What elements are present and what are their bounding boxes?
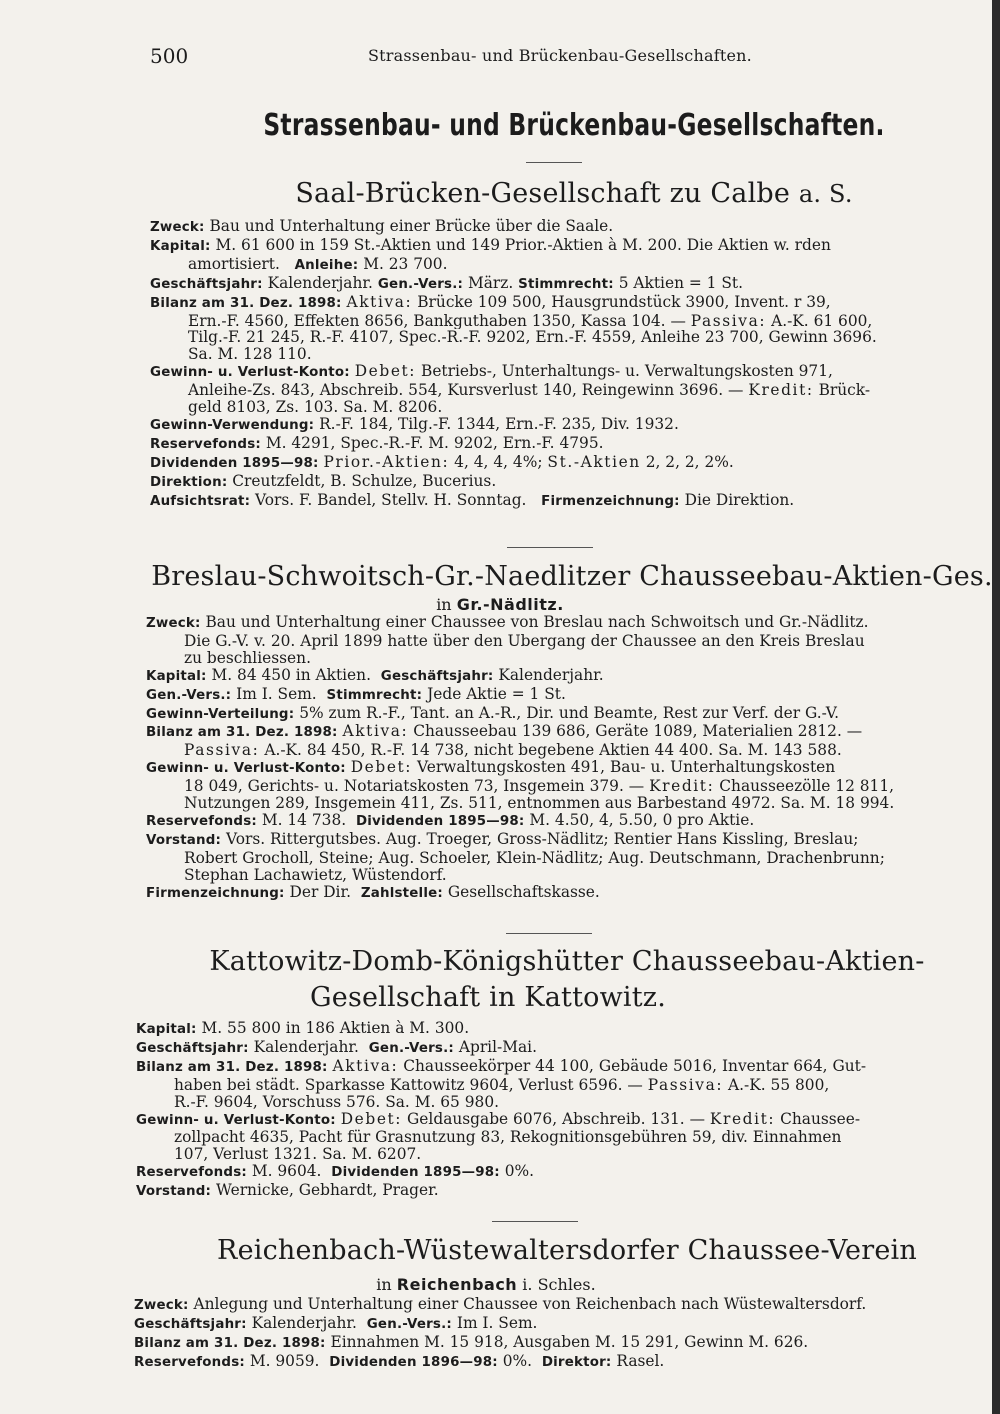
entry-key: Gewinn-Verwendung: [150,417,315,433]
entry-line [146,667,978,686]
entry-key: Zweck: [146,616,201,631]
main-title: Strassenbau- und Brückenbau-Gesellschaften. [263,108,885,143]
entry-spaced: St.-Aktien [547,453,641,471]
entry-spaced: Aktiva: [332,1057,399,1075]
section-body-reichenbach [134,1296,978,1372]
entry-key: Zweck: [134,1298,189,1313]
entry-text: M. 14 738. [261,811,347,829]
divider [492,1221,578,1222]
entry-line [134,1334,978,1353]
divider [506,933,592,934]
entry-line [136,1163,978,1182]
entry-key: Gewinn- u. Verlust-Konto: [150,365,350,381]
entry-key: Geschäftsjahr: [134,1316,247,1332]
entry-text: Im I. Sem. [236,685,317,703]
entry-key: Stimmrecht: [326,687,423,703]
entry-text: geld 8103, Zs. 103. Sa. M. 8206. [188,399,443,416]
entry-spaced: Kredit: [748,382,814,400]
entry-spaced: Passiva: [184,742,260,760]
entry-line [136,1182,978,1201]
entry-line [146,831,978,850]
entry-text: Sa. M. 128 110. [188,346,312,364]
entry-key: Aufsichtsrat: [150,493,251,509]
entry-key: Zahlstelle: [360,885,443,901]
entry-text: M. 9059. [249,1352,320,1370]
entry-line [136,1146,978,1163]
entry-key: Gewinn- u. Verlust-Konto: [146,761,346,777]
entry-key: Kapital: [150,238,211,254]
entry-line [146,742,978,759]
entry-text: zu beschliessen. [184,649,311,667]
entry-line [146,867,978,884]
entry-text: 18 049, Gerichts- u. Notariatskosten 73, Insgemein 379. — [184,778,645,796]
entry-line [134,1353,978,1372]
entry-text: Rasel. [616,1352,665,1370]
entry-text: R.-F. 9604, Vorschuss 576. Sa. M. 65 980. [174,1093,500,1111]
entry-text: Gesellschaftskasse. [447,883,600,901]
entry-text: amortisiert. [188,255,280,273]
entry-line [136,1039,978,1058]
entry-spaced: Aktiva: [346,293,413,311]
entry-key: Gen.-Vers.: [146,687,232,703]
entry-spaced: Prior.-Aktien: [323,453,450,471]
entry-text: Anlegung und Unterhaltung einer Chaussee von Reichenbach nach Wüstewaltersdorf. [193,1296,867,1313]
entry-line [150,454,978,473]
divider [507,547,593,548]
entry-text: Ern.-F. 4560, Effekten 8656, Bankguthaben 1350, Kassa 104. — [188,312,686,330]
entry-line [150,363,978,382]
entry-line [150,492,978,511]
entry-line [136,1129,978,1146]
entry-key: Reservefonds: [146,813,257,829]
entry-key: Bilanz am 31. Dez. 1898: [136,1059,328,1075]
entry-key: Direktion: [150,474,228,490]
entry-text: Robert Grocholl, Steine; Aug. Schoeler, Klein-Nädlitz; Aug. Deutschmann, Drachenbrunn; [184,849,885,867]
entry-text: Nutzungen 289, Insgemein 411, Zs. 511, entnommen aus Barbestand 4972. Sa. M. 18 994. [184,795,895,812]
entry-text: April-Mai. [458,1038,537,1056]
section-title-suffix: a. S. [798,180,853,208]
entry-key: Dividenden 1895—98: [355,813,525,829]
entry-text: Brück- [818,382,871,400]
entry-key: Geschäftsjahr: [380,668,494,684]
entry-key: Geschäftsjahr: [136,1040,249,1056]
entry-line [146,778,978,795]
subtitle-prefix: in [376,1275,392,1294]
entry-line [146,705,978,724]
entry-text: 0%. [502,1352,533,1370]
entry-key: Firmenzeichnung: [541,493,680,509]
entry-spaced: Passiva: [647,1076,724,1094]
entry-key: Dividenden 1895—98: [331,1165,500,1181]
entry-line [136,1094,978,1111]
entry-text: Verwaltungskosten 491, Bau- u. Unterhaltungskosten [417,759,836,777]
entry-line [150,329,978,346]
entry-line [146,759,978,778]
entry-text: Die G.-V. v. 20. April 1899 hatte über den Übergang der Chaussee an den Kreis Breslau [184,632,865,650]
entry-key: Bilanz am 31. Dez. 1898: [150,295,342,311]
entry-line [146,614,978,633]
entry-text: Brücke 109 500, Hausgrundstück 3900, Invent. r 39, [417,293,831,311]
entry-line [150,435,978,454]
entry-text: Der Dir. [289,883,352,901]
entry-spaced: Debet: [354,363,417,381]
entry-spaced: Debet: [340,1110,403,1128]
page-header [150,44,950,70]
entry-line [150,382,978,399]
entry-text: Kalenderjahr. [267,274,373,292]
entry-spaced: Kredit: [709,1110,776,1128]
entry-text: Vors. Rittergutsbes. Aug. Troeger, Gross-Nädlitz; Rentier Hans Kissling, Breslau; [226,830,859,848]
entry-text: Betriebs-, Unterhaltungs- u. Verwaltungskosten 971, [421,363,833,381]
entry-text: M. 84 450 in Aktien. [211,666,371,684]
entry-key: Stimmrecht: [518,276,614,292]
entry-key: Vorstand: [146,832,222,848]
entry-line [150,346,978,363]
page-number: 500 [150,44,189,68]
entry-line [146,812,978,831]
entry-key: Kapital: [136,1022,197,1037]
entry-text: Einnahmen M. 15 918, Ausgaben M. 15 291, Gewinn M. 626. [330,1333,809,1351]
section-subtitle-breslau [150,595,850,614]
section-title-text: Saal-Brücken-Gesellschaft zu Calbe [295,178,791,209]
scan-edge [992,0,1000,1414]
entry-text: 107, Verlust 1321. Sa. M. 6207. [174,1146,422,1164]
entry-line [150,218,978,237]
entry-text: Chaussee- [780,1110,861,1128]
entry-key: Reservefonds: [136,1165,247,1181]
entry-line [146,795,978,812]
entry-line [136,1020,978,1039]
entry-text: M. 4.50, 4, 5.50, 0 pro Aktie. [529,811,755,829]
entry-line [146,850,978,867]
section-body-kattowitz [136,1020,978,1201]
entry-text: Vors. F. Bandel, Stellv. H. Sonntag. [255,491,527,509]
entry-text: Chausseekörper 44 100, Gebäude 5016, Inventar 664, Gut- [403,1057,867,1075]
entry-text: Wernicke, Gebhardt, Prager. [216,1182,439,1200]
entry-text: M. 61 600 in 159 St.-Aktien und 149 Prior.-Aktien à M. 200. Die Aktien w. rden [215,236,831,254]
entry-line [136,1077,978,1094]
entry-line [136,1111,978,1130]
entry-text: haben bei städt. Sparkasse Kattowitz 9604, Verlust 6596. — [174,1076,643,1094]
entry-key: Gen.-Vers.: [366,1316,452,1332]
subtitle-place: Reichenbach [396,1275,518,1294]
entry-text: Im I. Sem. [456,1314,538,1332]
entry-text: Kalenderjahr. [253,1038,359,1056]
entry-text: Tilg.-F. 21 245, R.-F. 4107, Spec.-R.-F. 9202, Ern.-F. 4559, Anleihe 23 700, Gewinn 3696. [188,329,877,347]
entry-text: R.-F. 184, Tilg.-F. 1344, Ern.-F. 235, Div. 1932. [319,415,679,433]
entry-text: 5% zum R.-F., Tant. an A.-R., Dir. und Beamte, Rest zur Verf. der G.-V. [299,704,840,722]
section-title-saal-bruecken [150,178,998,209]
entry-text: M. 9604. [251,1163,322,1181]
subtitle-place: Gr.-Nädlitz. [456,595,564,614]
entry-text: Chausseebau 139 686, Geräte 1089, Materialien 2812. — [413,723,863,741]
entry-key: Dividenden 1896—98: [329,1354,498,1370]
entry-key: Direktor: [541,1354,612,1370]
entry-text: M. 23 700. [363,255,448,273]
running-title: Strassenbau- und Brückenbau-Gesellschaften. [368,46,752,65]
entry-line [134,1296,978,1315]
entry-line [150,416,978,435]
entry-key: Anleihe: [294,257,359,273]
section-title-reichenbach: Reichenbach-Wüstewaltersdorfer Chaussee-Verein [217,1235,917,1266]
entry-text: Kalenderjahr. [498,666,604,684]
section-title-kattowitz: Kattowitz-Domb-Königshütter Chausseebau-Aktien- [209,946,925,977]
entry-text: A.-K. 55 800, [728,1076,830,1094]
entry-line [150,294,978,313]
entry-line [150,275,978,294]
entry-text: Bau und Unterhaltung einer Brücke über die Saale. [209,218,614,235]
entry-text: 0%. [504,1163,535,1181]
entry-line [134,1315,978,1334]
entry-line [146,686,978,705]
divider [526,162,582,163]
section-body-breslau [146,614,978,903]
entry-key: Gen.-Vers.: [377,276,464,292]
section-title-breslau: Breslau-Schwoitsch-Gr.-Naedlitzer Chausseebau-Aktien-Ges. [151,561,993,592]
subtitle-suffix: i. Schles. [522,1275,596,1294]
entry-line [150,313,978,330]
section-body-saal-bruecken [150,218,978,511]
entry-key: Kapital: [146,668,207,684]
entry-text: 5 Aktien = 1 St. [618,274,743,292]
entry-text: Anleihe-Zs. 843, Abschreib. 554, Kursverlust 140, Reingewinn 3696. — [188,382,744,400]
entry-spaced: Kredit: [649,778,715,796]
section-title-kattowitz-line2: Gesellschaft in Kattowitz. [310,982,666,1013]
entry-text: Kalenderjahr. [251,1314,357,1332]
entry-text: A.-K. 84 450, R.-F. 14 738, nicht begebene Aktien 44 400. Sa. M. 143 588. [264,742,842,760]
entry-line [150,473,978,492]
section-subtitle-reichenbach [136,1275,836,1294]
entry-key: Dividenden 1895—98: [150,455,319,471]
entry-text: zollpacht 4635, Pacht für Grasnutzung 83, Rekognitionsgebühren 59, div. Einnahmen [174,1129,842,1147]
entry-spaced: Debet: [350,759,413,777]
entry-key: Gewinn- u. Verlust-Konto: [136,1112,336,1128]
entry-text: Chausseezölle 12 811, [719,778,895,796]
entry-key: Geschäftsjahr: [150,276,263,292]
entry-text: 2, 2, 2, 2%. [645,453,734,471]
entry-line [150,256,978,275]
entry-line [146,633,978,650]
entry-text: M. 4291, Spec.-R.-F. M. 9202, Ern.-F. 4795. [265,434,604,452]
entry-line [150,237,978,256]
entry-text: 4, 4, 4, 4%; [454,453,543,471]
entry-key: Vorstand: [136,1184,212,1200]
entry-text: Stephan Lachawietz, Wüstendorf. [184,866,447,884]
entry-line [146,650,978,667]
entry-text: Die Direktion. [684,491,795,509]
entry-text: Jede Aktie = 1 St. [427,685,566,703]
entry-key: Firmenzeichnung: [146,885,285,901]
entry-line [136,1058,978,1077]
entry-line [150,399,978,416]
entry-text: Bau und Unterhaltung einer Chaussee von Breslau nach Schwoitsch und Gr.-Nädlitz. [205,614,869,631]
entry-key: Gen.-Vers.: [368,1040,454,1056]
entry-key: Bilanz am 31. Dez. 1898: [146,725,338,741]
subtitle-prefix: in [436,595,452,614]
entry-text: M. 55 800 in 186 Aktien à M. 300. [201,1020,470,1037]
entry-text: A.-K. 61 600, [771,312,873,330]
entry-key: Bilanz am 31. Dez. 1898: [134,1335,326,1351]
entry-key: Zweck: [150,220,205,235]
entry-spaced: Passiva: [690,312,767,330]
entry-key: Reservefonds: [150,436,261,452]
entry-text: Geldausgabe 6076, Abschreib. 131. — [407,1110,705,1128]
entry-line [146,723,978,742]
entry-key: Reservefonds: [134,1354,245,1370]
entry-text: März. [467,274,514,292]
entry-text: Creutzfeldt, B. Schulze, Bucerius. [232,472,497,490]
entry-key: Gewinn-Verteilung: [146,706,295,722]
entry-spaced: Aktiva: [342,723,409,741]
entry-line [146,884,978,903]
